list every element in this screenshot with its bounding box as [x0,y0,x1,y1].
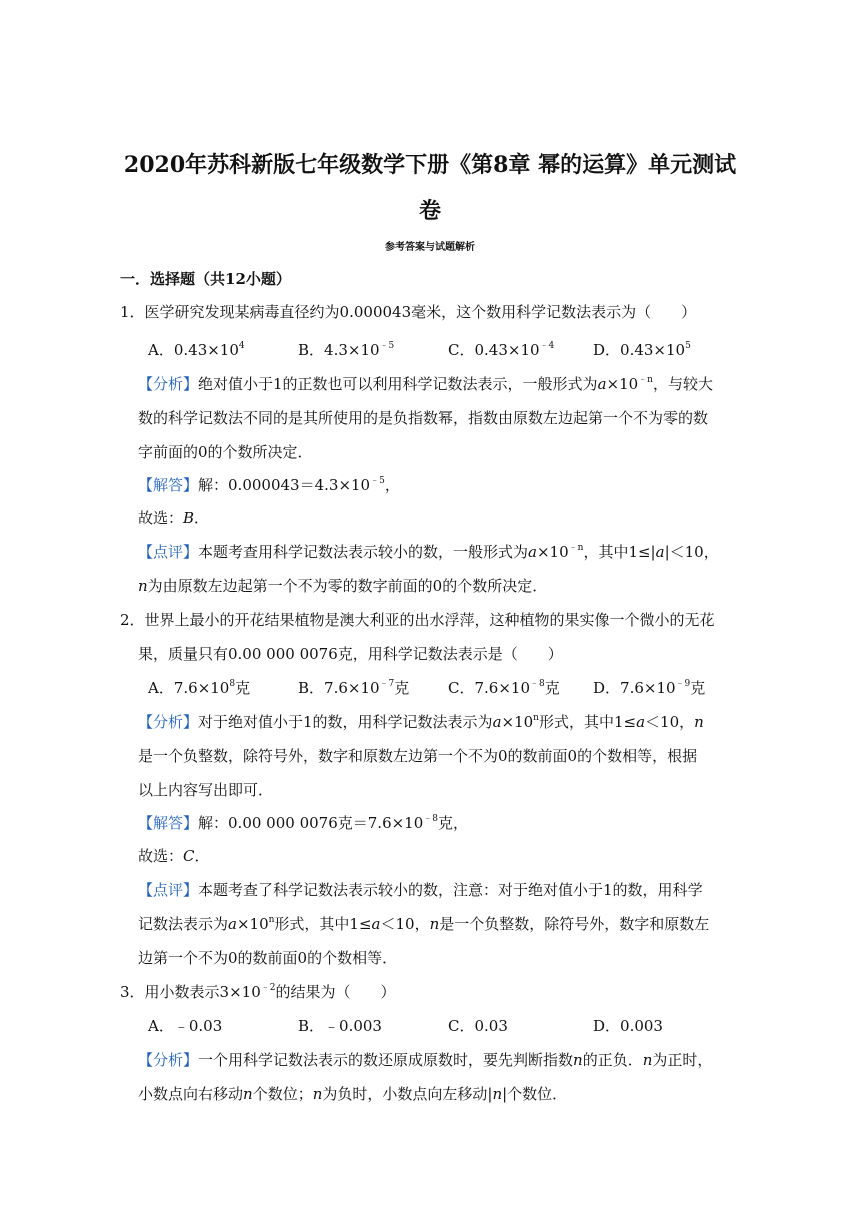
q3-analysis-line2: 小数点向右移动n个数位；n为负时，小数点向左移动|n|个数位． [138,1085,568,1103]
q3-analysis: 【分析】一个用科学记数法表示的数还原成原数时，要先判断指数n的正负．n为正时， [138,1051,713,1069]
q2-option-b: B．$7.6\times 10^{﹣7}$克 [298,679,410,697]
document-title-line1: 2020年苏科新版七年级数学下册《第8章 幂的运算》单元测试 [123,152,737,178]
q1-analysis: 【分析】绝对值小于1的正数也可以利用科学记数法表示，一般形式为$a\times 10^{﹣n}$，与较大 [138,375,713,393]
q3-stem: 3．用小数表示$3\times 10^{﹣2}$的结果为（ ） [120,983,396,1001]
document-subtitle: 参考答案与试题解析 [385,242,475,253]
q1-option-c: C．$0.43\times 10^{﹣4}$ [448,341,555,359]
q1-option-d: D．$0.43\times 10^5$ [593,341,691,359]
q1-stem: 1．医学研究发现某病毒直径约为0.000043毫米，这个数用科学记数法表示为（ ） [120,303,697,321]
q2-analysis-line3: 以上内容写出即可． [138,781,274,799]
q2-option-c: C．$7.6\times 10^{﹣8}$克 [448,679,560,697]
q3-option-c: C．0.03 [448,1017,508,1035]
comment-tag: 【点评】 [138,881,199,899]
analysis-tag: 【分析】 [138,713,199,731]
q1-answer: 【解答】解：$0.000043=4.3\times 10^{﹣5}$， [138,476,400,494]
q2-analysis-line2: 是一个负整数，除符号外，数字和原数左边第一个不为0的数前面0的个数相等，根据 [138,747,698,765]
q2-option-d: D．$7.6\times 10^{﹣9}$克 [593,679,706,697]
section-heading: 一．选择题（共12小题） [120,270,291,288]
q3-option-a: A．﹣0.03 [148,1017,223,1035]
q2-answer: 【解答】解：0.00 000 0076克$=7.6\times 10^{﹣8}$克， [138,814,469,832]
q1-analysis-line3: 字前面的0的个数所决定． [138,443,313,461]
q2-comment-line2: 记数法表示为$a\times 10^n$形式，其中1≤a＜10，n是一个负整数，除符号外，数字和原数左 [138,915,710,933]
q2-comment: 【点评】本题考查了科学记数法表示较小的数，注意：对于绝对值小于1的数，用科学 [138,881,703,899]
q2-stem-line1: 2．世界上最小的开花结果植物是澳大利亚的出水浮萍，这种植物的果实像一个微小的无花 [120,611,715,629]
comment-tag: 【点评】 [138,543,199,561]
q1-comment: 【点评】本题考查用科学记数法表示较小的数，一般形式为$a\times 10^{﹣n}$，其中1≤|a|＜10， [138,543,719,561]
q1-option-b: B．$4.3\times 10^{﹣5}$ [298,341,395,359]
q3-option-d: D．0.003 [593,1017,663,1035]
q1-choice: 故选：B． [138,509,210,527]
q2-option-a: A．$7.6\times 10^8$克 [148,679,251,697]
q2-analysis: 【分析】对于绝对值小于1的数，用科学记数法表示为$a\times 10^n$形式，其中1≤a＜10，n [138,713,704,731]
q3-option-b: B．﹣0.003 [298,1017,382,1035]
q1-analysis-line2: 数的科学记数法不同的是其所使用的是负指数幂，指数由原数左边起第一个不为零的数 [138,409,709,427]
analysis-tag: 【分析】 [138,1051,199,1069]
analysis-tag: 【分析】 [138,375,199,393]
document-title-line2: 卷 [418,198,441,224]
q2-choice: 故选：C． [138,847,210,865]
q1-comment-line2: n为由原数左边起第一个不为零的数字前面的0的个数所决定． [138,577,548,595]
q2-stem-line2: 果，质量只有0.00 000 0076克，用科学记数法表示是（ ） [138,645,563,663]
q1-option-a: A．$0.43\times 10^4$ [148,341,245,359]
q2-comment-line3: 边第一个不为0的数前面0的个数相等． [138,949,398,967]
answer-tag: 【解答】 [138,476,199,494]
answer-tag: 【解答】 [138,814,199,832]
